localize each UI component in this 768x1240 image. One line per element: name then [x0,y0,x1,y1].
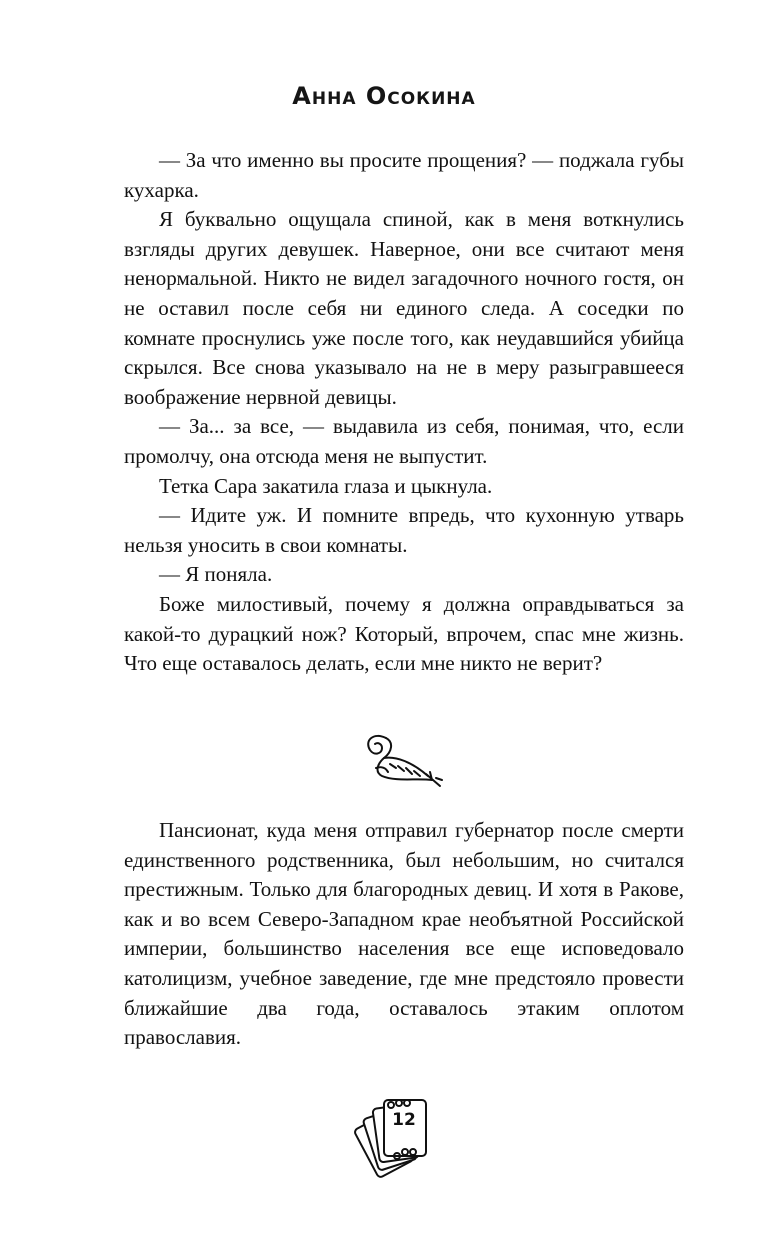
paragraph: — За что именно вы просите прощения? — поджала губы кухарка. [124,148,684,202]
text-section-1 [124,146,684,679]
page-header-author: Анна Осокина [292,82,476,110]
paragraph: Пансионат, куда меня отправил губернатор после смерти единственного родственника, был небольшим, но считался престижным. Только для благородных девиц. И хотя в Ракове, как и во всем Северо-Западном крае необъятной Российской империи, большинство населения все еще исповедовало католицизм, учебное заведение, где мне предстояло провести ближайшие два года, оставалось этаким оплотом православия. [124,818,684,1050]
text-section-2 [124,816,684,1053]
quill-feather-icon [356,728,448,794]
playing-cards-icon [350,1088,442,1184]
paragraph: — Я поняла. [159,562,273,587]
paragraph: Я буквально ощущала спиной, как в меня воткнулись взгляды других девушек. Наверное, они все считают меня ненормальной. Никто не видел загадочного ночного гостя, он не оставил после себя ни единого следа. А соседки по комнате проснулись уже после того, как неудавшийся убийца скрылся. Все снова указывало на не в меру разыгравшееся воображение нервной девицы. [124,207,684,409]
page-number: 12 [392,1110,416,1130]
paragraph: Тетка Сара закатила глаза и цыкнула. [159,473,493,498]
paragraph: — Идите уж. И помните впредь, что кухонную утварь нельзя уносить в свои комнаты. [124,503,684,557]
paragraph: — За... за все, — выдавила из себя, понимая, что, если промолчу, она отсюда меня не выпустит. [124,414,684,468]
paragraph: Боже милостивый, почему я должна оправдываться за какой-то дурацкий нож? Который, впрочем, спас мне жизнь. Что еще оставалось делать, если мне никто не верит? [124,591,684,676]
